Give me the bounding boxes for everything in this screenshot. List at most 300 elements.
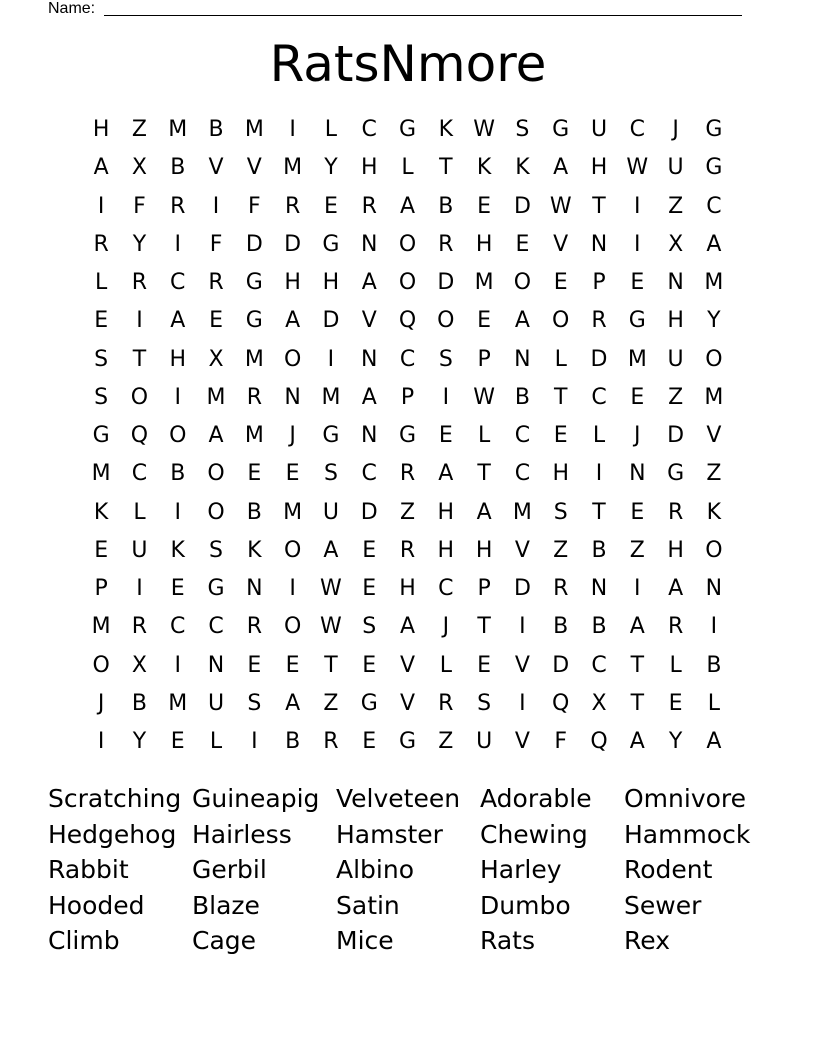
grid-letter[interactable]: X <box>591 690 607 716</box>
grid-letter[interactable]: P <box>94 576 108 601</box>
grid-letter[interactable]: M <box>704 384 724 410</box>
grid-letter[interactable]: L <box>439 652 452 678</box>
grid-letter[interactable]: J <box>634 423 641 448</box>
grid-letter[interactable]: X <box>208 346 224 372</box>
grid-letter[interactable]: K <box>706 499 722 525</box>
grid-letter[interactable]: M <box>244 423 264 448</box>
grid-letter[interactable]: F <box>209 231 223 257</box>
grid-letter[interactable]: B <box>131 690 147 716</box>
grid-letter[interactable]: E <box>209 308 223 334</box>
grid-letter[interactable]: I <box>174 499 181 525</box>
grid-letter[interactable]: Q <box>590 729 608 754</box>
grid-letter[interactable]: U <box>590 117 608 142</box>
grid-letter[interactable]: H <box>590 155 608 181</box>
grid-letter[interactable]: R <box>361 193 377 219</box>
grid-letter[interactable]: O <box>552 308 570 334</box>
grid-letter[interactable]: N <box>360 346 378 372</box>
grid-letter[interactable]: M <box>244 117 264 142</box>
grid-letter[interactable]: A <box>170 308 186 334</box>
word-list-item: Hedgehog <box>48 819 177 849</box>
grid-letter[interactable]: V <box>246 155 262 181</box>
grid-letter[interactable]: S <box>362 614 377 640</box>
grid-letter[interactable]: N <box>284 384 301 410</box>
grid-letter[interactable]: L <box>477 423 491 448</box>
grid-letter[interactable]: G <box>705 155 723 181</box>
grid-letter[interactable]: N <box>360 423 378 448</box>
grid-letter[interactable]: Y <box>324 155 338 181</box>
grid-letter[interactable]: E <box>94 537 109 563</box>
grid-letter[interactable]: K <box>93 499 109 525</box>
grid-letter[interactable]: V <box>514 729 530 754</box>
grid-letter[interactable]: C <box>591 384 607 410</box>
grid-letter[interactable]: O <box>283 614 302 640</box>
grid-letter[interactable]: K <box>476 155 492 181</box>
grid-letter[interactable]: A <box>629 614 645 640</box>
grid-letter[interactable]: A <box>285 690 301 716</box>
grid-letter[interactable]: U <box>207 690 225 716</box>
grid-letter[interactable]: H <box>399 576 416 601</box>
word-list <box>48 781 768 959</box>
grid-letter[interactable]: V <box>514 652 530 678</box>
grid-letter[interactable]: C <box>438 576 454 601</box>
grid-letter[interactable]: C <box>629 117 645 142</box>
grid-letter[interactable]: A <box>399 193 416 219</box>
grid-letter[interactable]: C <box>208 614 224 640</box>
grid-letter[interactable]: Z <box>668 193 684 219</box>
grid-letter[interactable]: N <box>360 231 378 257</box>
grid-letter[interactable]: E <box>362 652 377 678</box>
grid-letter[interactable]: J <box>442 614 450 640</box>
grid-letter[interactable]: B <box>438 193 454 219</box>
grid-letter[interactable]: E <box>170 576 185 601</box>
grid-letter[interactable]: U <box>667 155 684 181</box>
grid-letter[interactable]: E <box>630 270 645 295</box>
grid-letter[interactable]: D <box>552 652 570 678</box>
grid-letter[interactable]: Z <box>706 461 722 487</box>
word-list-item: Rats <box>480 926 535 955</box>
grid-letter[interactable]: H <box>475 537 493 563</box>
grid-letter[interactable]: A <box>93 155 109 181</box>
grid-letter[interactable]: M <box>91 461 111 487</box>
grid-letter[interactable]: R <box>553 576 569 601</box>
grid-letter[interactable]: D <box>322 308 340 334</box>
grid-letter[interactable]: O <box>283 537 302 563</box>
grid-letter[interactable]: O <box>437 308 455 334</box>
grid-letter[interactable]: O <box>207 461 225 487</box>
grid-letter[interactable]: S <box>323 461 338 487</box>
grid-letter[interactable]: I <box>595 461 603 487</box>
grid-letter[interactable]: R <box>323 729 339 754</box>
grid-letter[interactable]: V <box>514 537 530 563</box>
grid-letter[interactable]: M <box>627 346 647 372</box>
grid-letter[interactable]: B <box>246 499 262 525</box>
grid-letter[interactable]: A <box>361 384 377 410</box>
grid-letter[interactable]: J <box>289 423 296 448</box>
word-list-item: Hairless <box>192 819 292 849</box>
grid-letter[interactable]: B <box>285 729 301 754</box>
grid-letter[interactable]: G <box>552 117 570 142</box>
grid-letter[interactable]: S <box>438 346 453 372</box>
grid-letter[interactable]: N <box>207 652 225 678</box>
grid-letter[interactable]: E <box>362 576 377 601</box>
grid-letter[interactable]: T <box>477 461 491 487</box>
grid-letter[interactable]: A <box>706 729 722 754</box>
grid-letter[interactable]: V <box>706 423 722 448</box>
grid-letter[interactable]: S <box>209 537 224 563</box>
grid-letter[interactable]: E <box>553 423 568 448</box>
grid-letter[interactable]: Z <box>323 690 339 716</box>
grid-letter[interactable]: H <box>360 155 378 181</box>
grid-letter[interactable]: L <box>401 155 414 181</box>
grid-letter[interactable]: G <box>245 270 263 295</box>
grid-letter[interactable]: G <box>322 231 340 257</box>
word-list-row <box>48 888 768 924</box>
grid-letter[interactable]: G <box>628 308 646 334</box>
grid-letter[interactable]: V <box>399 652 416 678</box>
grid-letter[interactable]: N <box>590 576 608 601</box>
grid-letter[interactable]: H <box>667 308 684 334</box>
grid-letter[interactable]: W <box>473 117 495 142</box>
grid-letter[interactable]: A <box>399 614 416 640</box>
grid-letter[interactable]: P <box>592 270 606 295</box>
grid-letter[interactable]: I <box>136 576 143 601</box>
grid-letter[interactable]: S <box>247 690 262 716</box>
grid-letter[interactable]: N <box>629 461 646 487</box>
grid-letter[interactable]: L <box>95 270 108 295</box>
grid-letter[interactable]: I <box>174 231 181 257</box>
grid-letter[interactable]: A <box>476 499 492 525</box>
grid-letter[interactable]: R <box>208 270 224 295</box>
grid-letter[interactable]: R <box>131 270 148 295</box>
grid-letter[interactable]: U <box>476 729 493 754</box>
grid-letter[interactable]: L <box>209 729 223 754</box>
grid-letter[interactable]: R <box>399 537 416 563</box>
grid-row <box>82 570 733 608</box>
grid-letter[interactable]: P <box>477 346 491 372</box>
grid-letter[interactable]: V <box>553 231 569 257</box>
grid-letter[interactable]: Y <box>132 231 147 257</box>
grid-letter[interactable]: L <box>324 117 338 142</box>
grid-letter[interactable]: N <box>667 270 684 295</box>
grid-letter[interactable]: F <box>248 193 261 219</box>
grid-letter[interactable]: G <box>360 690 378 716</box>
grid-letter[interactable]: D <box>590 346 608 372</box>
grid-letter[interactable]: G <box>245 308 263 334</box>
grid-letter[interactable]: G <box>667 461 685 487</box>
grid-letter[interactable]: P <box>477 576 491 601</box>
grid-letter[interactable]: I <box>251 729 258 754</box>
grid-letter[interactable]: A <box>361 270 377 295</box>
grid-letter[interactable]: H <box>437 537 455 563</box>
grid-letter[interactable]: S <box>94 346 109 372</box>
grid-letter[interactable]: Q <box>398 308 417 334</box>
grid-letter[interactable]: A <box>553 155 569 181</box>
grid-letter[interactable]: N <box>246 576 263 601</box>
grid-letter[interactable]: O <box>398 270 417 295</box>
grid-letter[interactable]: C <box>706 193 722 219</box>
grid-letter[interactable]: E <box>94 308 109 334</box>
grid-letter[interactable]: I <box>136 308 143 334</box>
grid-letter[interactable]: I <box>289 117 296 142</box>
grid-letter[interactable]: H <box>92 117 110 142</box>
grid-letter[interactable]: W <box>473 384 495 410</box>
grid-letter[interactable]: I <box>327 346 335 372</box>
grid-letter[interactable]: E <box>630 384 645 410</box>
grid-letter[interactable]: I <box>519 690 526 716</box>
grid-letter[interactable]: I <box>634 576 641 601</box>
grid-letter[interactable]: I <box>174 384 181 410</box>
grid-letter[interactable]: T <box>630 652 645 678</box>
grid-letter[interactable]: P <box>400 384 415 410</box>
grid-letter[interactable]: S <box>94 384 109 410</box>
grid-letter[interactable]: U <box>667 346 684 372</box>
grid-letter[interactable]: W <box>320 576 342 601</box>
grid-letter[interactable]: Y <box>132 729 147 754</box>
grid-letter[interactable]: Z <box>668 384 684 410</box>
grid-letter[interactable]: B <box>514 384 530 410</box>
grid-letter[interactable]: R <box>246 384 262 410</box>
grid-letter[interactable]: X <box>131 652 147 678</box>
grid-letter[interactable]: B <box>706 652 722 678</box>
grid-letter[interactable]: H <box>169 346 187 372</box>
grid-letter[interactable]: D <box>437 270 455 295</box>
grid-letter[interactable]: C <box>170 270 186 295</box>
grid-letter[interactable]: O <box>207 499 225 525</box>
grid-letter[interactable]: K <box>515 155 530 181</box>
grid-letter[interactable]: T <box>439 155 453 181</box>
grid-letter[interactable]: W <box>320 614 342 640</box>
grid-letter[interactable]: O <box>169 423 187 448</box>
grid-letter[interactable]: N <box>514 346 531 372</box>
grid-letter[interactable]: D <box>667 423 685 448</box>
grid-letter[interactable]: I <box>442 384 450 410</box>
grid-letter[interactable]: C <box>591 652 607 678</box>
grid-letter[interactable]: C <box>131 461 148 487</box>
grid-letter[interactable]: M <box>474 270 494 295</box>
grid-letter[interactable]: S <box>553 499 568 525</box>
grid-letter[interactable]: M <box>206 384 226 410</box>
grid-letter[interactable]: V <box>399 690 416 716</box>
grid-letter[interactable]: N <box>590 231 608 257</box>
grid-letter[interactable]: R <box>667 614 684 640</box>
word-list-item: Hooded <box>48 890 145 920</box>
grid-letter[interactable]: E <box>362 729 377 754</box>
grid-letter[interactable]: Y <box>707 308 721 334</box>
grid-letter[interactable]: A <box>706 231 722 257</box>
grid-letter[interactable]: F <box>554 729 568 754</box>
grid-letter[interactable]: T <box>477 614 491 640</box>
grid-letter[interactable]: M <box>168 117 188 142</box>
grid-letter[interactable]: R <box>399 461 416 487</box>
grid-letter[interactable]: D <box>360 499 378 525</box>
grid-letter[interactable]: E <box>515 231 530 257</box>
grid-letter[interactable]: X <box>668 231 684 257</box>
grid-letter[interactable]: G <box>398 117 417 142</box>
grid-letter[interactable]: K <box>438 117 454 142</box>
grid-letter[interactable]: F <box>133 193 146 219</box>
grid-letter[interactable]: A <box>285 308 301 334</box>
grid-letter[interactable]: I <box>289 576 296 601</box>
grid-letter[interactable]: H <box>667 537 684 563</box>
grid-letter[interactable]: V <box>361 308 377 334</box>
grid-row <box>82 608 733 646</box>
grid-letter[interactable]: N <box>705 576 723 601</box>
grid-letter[interactable]: L <box>707 690 721 716</box>
grid-letter[interactable]: H <box>284 270 301 295</box>
grid-letter[interactable]: T <box>630 690 645 716</box>
grid-letter[interactable]: D <box>284 231 302 257</box>
grid-letter[interactable]: Q <box>130 423 149 448</box>
grid-letter[interactable]: U <box>322 499 339 525</box>
grid-letter[interactable]: I <box>212 193 220 219</box>
grid-letter[interactable]: G <box>398 423 417 448</box>
word-list-item: Rex <box>624 926 670 955</box>
grid-letter[interactable]: I <box>710 614 718 640</box>
grid-letter[interactable]: B <box>591 614 607 640</box>
grid-letter[interactable]: R <box>591 308 607 334</box>
grid-letter[interactable]: E <box>285 652 300 678</box>
grid-letter[interactable]: E <box>630 499 645 525</box>
grid-letter[interactable]: R <box>93 231 109 257</box>
grid-letter[interactable]: K <box>247 537 262 563</box>
grid-letter[interactable]: O <box>705 537 723 563</box>
grid-letter[interactable]: M <box>321 384 341 410</box>
grid-letter[interactable]: T <box>592 499 606 525</box>
grid-letter[interactable]: H <box>437 499 455 525</box>
grid-letter[interactable]: M <box>168 690 188 716</box>
grid-letter[interactable]: K <box>170 537 185 563</box>
grid-letter[interactable]: B <box>553 614 569 640</box>
grid-letter[interactable]: G <box>398 729 417 754</box>
grid-letter[interactable]: X <box>131 155 147 181</box>
grid-letter[interactable]: E <box>323 193 338 219</box>
grid-letter[interactable]: W <box>626 155 649 181</box>
grid-letter[interactable]: H <box>475 231 493 257</box>
grid-letter[interactable]: E <box>362 537 377 563</box>
grid-letter[interactable]: U <box>131 537 148 563</box>
grid-letter[interactable]: G <box>207 576 225 601</box>
grid-letter[interactable]: G <box>705 117 723 142</box>
grid-letter[interactable]: R <box>438 231 454 257</box>
grid-letter[interactable]: C <box>514 423 531 448</box>
grid-letter[interactable]: Z <box>438 729 454 754</box>
grid-letter[interactable]: M <box>283 155 303 181</box>
grid-letter[interactable]: R <box>284 193 301 219</box>
grid-letter[interactable]: R <box>667 499 684 525</box>
grid-letter[interactable]: C <box>514 461 531 487</box>
grid-letter[interactable]: B <box>170 461 186 487</box>
name-blank-line[interactable] <box>104 15 742 16</box>
grid-letter[interactable]: A <box>668 576 684 601</box>
grid-letter[interactable]: O <box>398 231 417 257</box>
grid-letter[interactable]: A <box>514 308 530 334</box>
grid-letter[interactable]: E <box>438 423 453 448</box>
grid-letter[interactable]: T <box>132 346 147 372</box>
grid-letter[interactable]: D <box>245 231 263 257</box>
grid-letter[interactable]: O <box>130 384 149 410</box>
grid-letter[interactable]: T <box>592 193 606 219</box>
grid-letter[interactable]: E <box>668 690 683 716</box>
grid-letter[interactable]: I <box>634 231 641 257</box>
grid-letter[interactable]: A <box>323 537 339 563</box>
grid-letter[interactable]: J <box>97 690 105 716</box>
grid-letter[interactable]: E <box>477 308 492 334</box>
grid-letter[interactable]: B <box>170 155 186 181</box>
grid-letter[interactable]: T <box>324 652 338 678</box>
grid-letter[interactable]: I <box>634 193 641 219</box>
grid-letter[interactable]: M <box>91 614 111 640</box>
grid-letter[interactable]: I <box>97 729 105 754</box>
grid-letter[interactable]: R <box>246 614 262 640</box>
grid-letter[interactable]: E <box>477 652 492 678</box>
grid-letter[interactable]: J <box>672 117 679 142</box>
grid-letter[interactable]: O <box>92 652 110 678</box>
grid-letter[interactable]: E <box>247 652 262 678</box>
grid-letter[interactable]: Z <box>553 537 569 563</box>
grid-letter[interactable]: S <box>515 117 530 142</box>
grid-letter[interactable]: A <box>438 461 454 487</box>
grid-letter[interactable]: O <box>705 346 723 372</box>
grid-letter[interactable]: M <box>244 346 264 372</box>
grid-letter[interactable]: I <box>519 614 526 640</box>
grid-letter[interactable]: G <box>322 423 340 448</box>
grid-letter[interactable]: H <box>322 270 340 295</box>
grid-letter[interactable]: Z <box>629 537 645 563</box>
grid-letter[interactable]: E <box>285 461 300 487</box>
grid-letter[interactable]: O <box>513 270 532 295</box>
grid-letter[interactable]: L <box>669 652 682 678</box>
grid-letter[interactable]: A <box>629 729 645 754</box>
grid-letter[interactable]: L <box>133 499 146 525</box>
grid-letter[interactable]: I <box>174 652 181 678</box>
grid-letter[interactable]: W <box>549 193 572 219</box>
grid-letter[interactable]: O <box>283 346 302 372</box>
grid-letter[interactable]: V <box>208 155 224 181</box>
grid-letter[interactable]: S <box>477 690 492 716</box>
grid-letter[interactable]: E <box>170 729 185 754</box>
grid-letter[interactable]: E <box>553 270 568 295</box>
grid-letter[interactable]: C <box>361 461 377 487</box>
grid-letter[interactable]: D <box>513 193 531 219</box>
grid-letter[interactable]: M <box>512 499 532 525</box>
grid-letter[interactable]: L <box>592 423 606 448</box>
grid-letter[interactable]: D <box>513 576 531 601</box>
grid-letter[interactable]: M <box>283 499 303 525</box>
grid-letter[interactable]: C <box>170 614 186 640</box>
grid-letter[interactable]: B <box>208 117 224 142</box>
grid-letter[interactable]: E <box>247 461 262 487</box>
grid-letter[interactable]: Q <box>552 690 570 716</box>
grid-letter[interactable]: M <box>704 270 724 295</box>
grid-letter[interactable]: Z <box>399 499 416 525</box>
grid-letter[interactable]: R <box>438 690 454 716</box>
grid-letter[interactable]: R <box>131 614 148 640</box>
grid-letter[interactable]: Z <box>131 117 147 142</box>
grid-letter[interactable]: I <box>97 193 105 219</box>
grid-letter[interactable]: T <box>553 384 568 410</box>
grid-letter[interactable]: H <box>552 461 569 487</box>
grid-letter[interactable]: Y <box>668 729 683 754</box>
grid-letter[interactable]: A <box>208 423 224 448</box>
grid-letter[interactable]: C <box>399 346 416 372</box>
grid-letter[interactable]: B <box>591 537 607 563</box>
grid-letter[interactable]: E <box>477 193 492 219</box>
grid-letter[interactable]: C <box>361 117 377 142</box>
word-list-row <box>48 781 768 817</box>
grid-letter[interactable]: G <box>92 423 110 448</box>
grid-letter[interactable]: R <box>170 193 186 219</box>
grid-letter[interactable]: L <box>554 346 567 372</box>
